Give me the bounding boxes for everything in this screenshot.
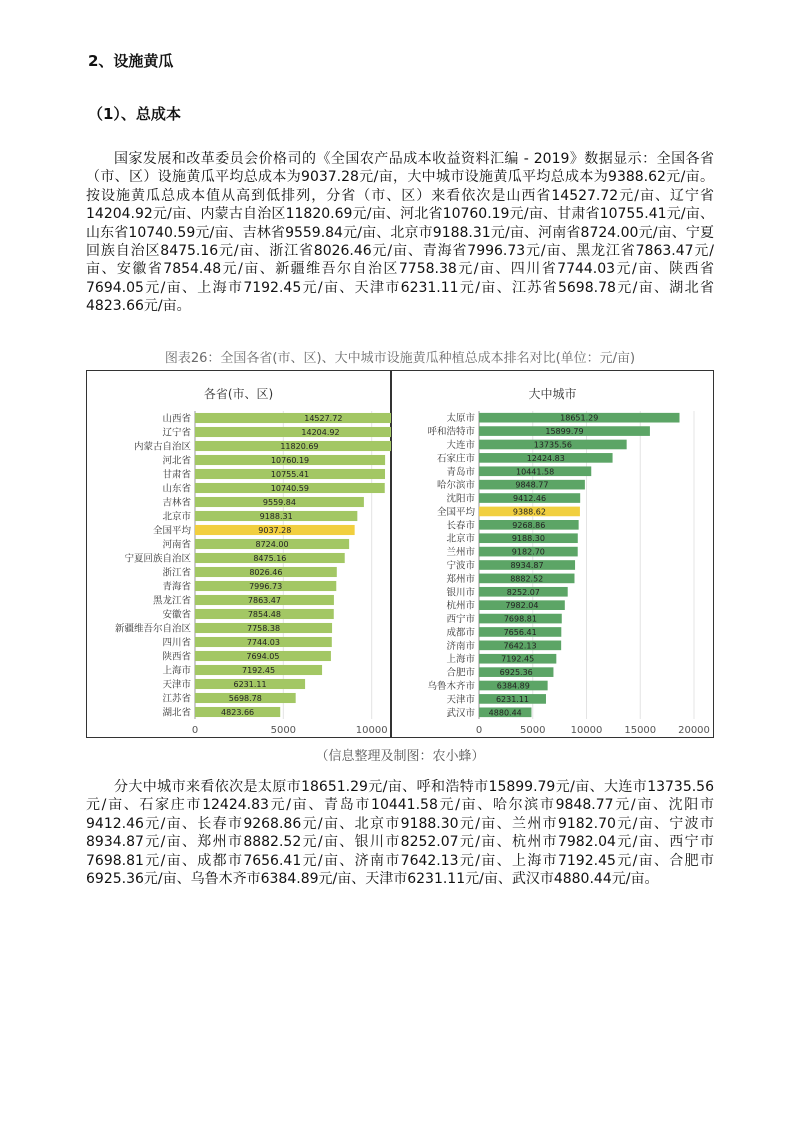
city-data-label: 7656.41 [503,627,537,637]
province-data-label: 8724.00 [255,540,289,549]
city-category-label: 宁波市 [446,560,475,572]
province-category-label: 陕西省 [162,651,191,663]
city-category-label: 上海市 [446,654,475,666]
city-category-label: 济南市 [446,640,475,652]
city-category-label: 郑州市 [446,573,475,585]
city-category-label: 长春市 [446,520,475,532]
city-category-label: 沈阳市 [446,493,475,505]
province-category-label: 安徽省 [162,609,191,621]
province-data-label: 9037.28 [258,526,292,535]
province-category-label: 湖北省 [162,707,191,719]
province-tick-label: 0 [191,725,199,736]
city-data-label: 6925.36 [499,668,533,678]
province-data-label: 11820.69 [280,442,319,451]
province-category-label: 山东省 [162,483,191,495]
city-data-label: 18651.29 [560,413,599,423]
province-category-label: 黑龙江省 [152,595,191,607]
city-category-label: 哈尔滨市 [436,480,475,492]
section-subtitle: （1）、总成本 [88,105,181,123]
province-category-label: 天津市 [162,679,191,691]
province-data-label: 10740.59 [270,484,309,493]
city-data-label: 9412.46 [513,494,547,504]
chart-title: 图表26：全国各省(市、区)、大中城市设施黄瓜种植总成本排名对比(单位：元/亩) [164,351,636,366]
city-data-label: 6384.89 [496,681,530,691]
city-tick-label: 15000 [624,725,657,736]
province-data-label: 7694.05 [246,652,280,661]
province-category-label: 河南省 [162,539,191,551]
city-category-label: 合肥市 [446,667,475,679]
province-data-label: 6231.11 [233,680,267,689]
city-category-label: 天津市 [446,694,475,706]
city-tick-label: 5000 [520,725,546,736]
city-data-label: 6231.11 [495,694,530,704]
province-category-label: 宁夏回族自治区 [124,553,191,565]
city-chart-title: 大中城市 [528,387,577,401]
province-data-label: 5698.78 [228,694,262,703]
province-category-label: 甘肃省 [162,469,191,481]
province-data-label: 4823.66 [221,708,255,717]
province-data-label: 10755.41 [270,470,310,479]
province-category-label: 河北省 [162,455,191,467]
city-data-label: 9268.86 [512,520,546,530]
province-category-label: 上海市 [162,665,191,677]
province-tick-label: 10000 [355,725,388,736]
province-category-label: 吉林省 [162,497,191,509]
city-category-label: 西宁市 [446,614,475,626]
province-bar-chart [87,371,390,737]
section-title: 2、设施黄瓜 [88,52,174,70]
province-tick-label: 5000 [270,725,297,736]
province-data-label: 14204.92 [301,428,340,437]
province-category-label: 内蒙古自治区 [133,441,191,453]
province-data-label: 7744.03 [246,638,280,647]
province-data-label: 7863.47 [247,596,282,605]
city-data-label: 7192.45 [501,654,535,664]
province-category-label: 四川省 [162,637,191,649]
city-category-label: 全国平均 [436,506,475,518]
city-tick-label: 10000 [570,725,603,736]
city-category-label: 石家庄市 [436,453,475,465]
city-data-label: 8934.87 [510,561,544,570]
city-data-label: 4880.44 [488,708,522,718]
province-data-label: 8475.16 [253,554,287,563]
city-category-label: 杭州市 [446,600,475,612]
city-category-label: 乌鲁木齐市 [427,681,475,693]
city-data-label: 13735.56 [533,440,572,450]
province-data-label: 7758.38 [246,624,281,633]
city-data-label: 7698.81 [503,614,537,624]
province-data-label: 9188.31 [259,512,293,521]
province-chart-title: 各省(市、区) [203,387,274,401]
city-category-label: 兰州市 [446,547,475,559]
city-chart-panel [391,370,714,738]
city-data-label: 9388.62 [512,507,547,517]
province-category-label: 辽宁省 [162,427,191,439]
city-data-label: 9848.77 [515,480,549,490]
province-chart-panel [86,370,391,738]
city-category-label: 大连市 [446,439,475,451]
city-category-label: 呼和浩特市 [427,426,475,438]
city-category-label: 武汉市 [446,707,475,719]
province-category-label: 浙江省 [162,567,191,579]
city-category-label: 青岛市 [446,466,475,478]
province-category-label: 山西省 [162,413,191,425]
city-category-label: 银川市 [446,587,475,599]
intro-paragraph: 国家发展和改革委员会价格司的《全国农产品成本收益资料汇编 - 2019》数据显示：全国各省（市、区）设施黄瓜平均总成本为9037.28元/亩，大中城市设施黄瓜平均总成本为9388.62元/亩。按设施黄瓜总成本值从高到低排列，分省（市、区）来看依次是山西省14527.72元/亩、辽宁省14204.92元/亩、内蒙古自治区11820.69元/亩、河北省10760.19元/亩、甘肃省10755.41元/亩、山东省10740.59元/亩、吉林省9559.84元/亩、北京市9188.31元/亩、河南省8724.00元/亩、宁夏回族自治区8475.16元/亩、浙江省8026.46元/亩、青海省7996.73元/亩、黑龙江省7863.47元/亩、安徽省7854.48元/亩、新疆维吾尔自治区7758.38元/亩、四川省7744.03元/亩、陕西省7694.05元/亩、上海市7192.45元/亩、天津市6231.11元/亩、江苏省5698.78元/亩、湖北省4823.66元/亩。 [86,151,714,315]
city-data-label: 7642.13 [503,641,537,651]
province-category-label: 新疆维吾尔自治区 [114,623,191,635]
province-data-label: 14527.72 [304,414,343,423]
city-tick-label: 20000 [678,725,710,736]
province-category-label: 江苏省 [162,693,191,705]
city-data-label: 15899.79 [545,427,584,437]
city-data-label: 8252.07 [506,587,540,597]
city-data-label: 7982.04 [505,601,539,611]
province-category-label: 青海省 [162,581,191,593]
city-category-label: 成都市 [446,627,475,639]
province-data-label: 10760.19 [270,456,310,465]
province-data-label: 7996.73 [249,582,283,591]
city-category-label: 太原市 [446,413,475,425]
city-data-label: 10441.58 [516,467,555,477]
city-data-label: 9188.30 [511,534,545,544]
province-data-label: 7192.45 [241,666,276,675]
city-bar-chart [392,371,713,737]
province-category-label: 全国平均 [152,525,191,537]
city-category-label: 北京市 [446,533,475,545]
city-data-label: 12424.83 [526,453,565,463]
province-category-label: 北京市 [162,511,191,523]
province-data-label: 7854.48 [247,610,281,619]
city-tick-label: 0 [475,725,483,736]
province-data-label: 8026.46 [249,568,283,577]
city-paragraph: 分大中城市来看依次是太原市18651.29元/亩、呼和浩特市15899.79元/亩、大连市13735.56元/亩、石家庄市12424.83元/亩、青岛市10441.58元/亩、哈尔滨市9848.77元/亩、沈阳市9412.46元/亩、长春市9268.86元/亩、北京市9188.30元/亩、兰州市9182.70元/亩、宁波市8934.87元/亩、郑州市8882.52元/亩、银川市8252.07元/亩、杭州市7982.04元/亩、西宁市7698.81元/亩、成都市7656.41元/亩、济南市7642.13元/亩、上海市7192.45元/亩、合肥市6925.36元/亩、乌鲁木齐市6384.89元/亩、天津市6231.11元/亩、武汉市4880.44元/亩。 [86,779,714,888]
chart-source: （信息整理及制图：农小蜂） [315,749,485,764]
province-data-label: 9559.84 [262,498,296,507]
city-data-label: 9182.70 [511,547,545,557]
city-data-label: 8882.52 [510,574,544,584]
